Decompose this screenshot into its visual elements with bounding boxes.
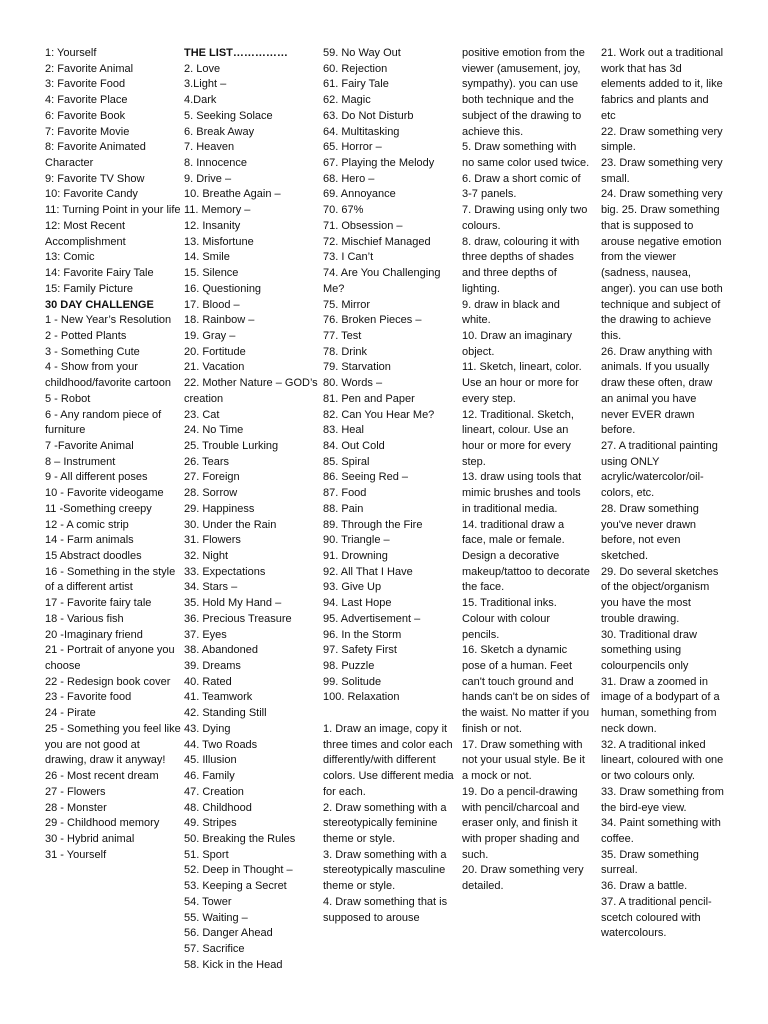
list-item: 29. Do several sketches of the object/organism you have the most trouble drawing.: [601, 565, 719, 625]
list-item: 95. Advertisement –: [323, 612, 421, 625]
list-item: 4: Favorite Place: [45, 94, 128, 107]
list-item: 80. Words –: [323, 377, 383, 390]
list-item: 16. Questioning: [184, 282, 262, 295]
column-1: [45, 46, 181, 863]
list-item: 53. Keeping a Secret: [184, 880, 287, 893]
list-item: 4. Draw something that is supposed to arouse: [323, 895, 448, 924]
list-item: 69. Annoyance: [323, 188, 396, 201]
list-item: 7. Heaven: [184, 141, 235, 154]
section-heading: 30 DAY CHALLENGE: [45, 298, 154, 311]
list-item: 64. Multitasking: [323, 125, 400, 138]
list-item: 2 - Potted Plants: [45, 329, 127, 342]
list-item: 9. Drive –: [184, 172, 232, 185]
list-item: 17. Draw something with not your usual style. Be it a mock or not.: [462, 738, 585, 783]
list-item: 27 - Flowers: [45, 785, 106, 798]
list-item: 31. Flowers: [184, 534, 241, 547]
list-item: 41. Teamwork: [184, 691, 253, 704]
list-item: 25 - Something you feel like you are not good at drawing, draw it anyway!: [45, 722, 181, 767]
blank-line: [323, 706, 455, 722]
list-item: 100. Relaxation: [323, 691, 400, 704]
list-item: 10. Draw an imaginary object.: [462, 329, 573, 358]
list-item: 97. Safety First: [323, 644, 397, 657]
list-item: 30. Under the Rain: [184, 518, 277, 531]
list-item: 10. Breathe Again –: [184, 188, 281, 201]
list-item: 3. Draw something with a stereotypically masculine theme or style.: [323, 848, 447, 893]
list-item: 96. In the Storm: [323, 628, 402, 641]
list-item: 22. Draw something very simple.: [601, 125, 723, 154]
list-item: 16 - Something in the style of a different artist: [45, 565, 176, 594]
list-item: 29 - Childhood memory: [45, 817, 160, 830]
list-item: 8. draw, colouring it with three depths of shades and three depths of lighting.: [462, 235, 580, 295]
list-item: 72. Mischief Managed: [323, 235, 431, 248]
list-item: 26 - Most recent dream: [45, 770, 159, 783]
list-item: 62. Magic: [323, 94, 371, 107]
list-item: 74. Are You Challenging Me?: [323, 267, 441, 295]
list-item: 88. Pain: [323, 502, 364, 515]
list-item: 65. Horror –: [323, 141, 382, 154]
list-item: 31. Draw a zoomed in image of a bodypart of a human, something from neck down.: [601, 675, 720, 735]
list-item: 34. Stars –: [184, 581, 238, 594]
list-item: 1. Draw an image, copy it three times and color each differently/with different colors. Use different media for each.: [323, 722, 454, 798]
list-item: 14. Smile: [184, 251, 230, 264]
list-item: 71. Obsession –: [323, 219, 403, 232]
list-item: 9. draw in black and white.: [462, 298, 560, 327]
list-item: 7: Favorite Movie: [45, 125, 130, 138]
list-item: 20. Draw something very detailed.: [462, 864, 584, 893]
list-item: positive emotion from the viewer (amusement, joy, sympathy). you can use both technique and the subject of the drawing to achieve this.: [462, 47, 585, 138]
list-item: 56. Danger Ahead: [184, 927, 273, 940]
list-item: 2. Draw something with a stereotypically feminine theme or style.: [323, 801, 447, 845]
list-item: 49. Stripes: [184, 817, 237, 830]
list-item: 44. Two Roads: [184, 738, 258, 751]
list-item: 36. Precious Treasure: [184, 612, 292, 625]
list-item: 5. Draw something with no same color used twice.: [462, 141, 590, 170]
list-item: 8: Favorite Animated Character: [45, 141, 146, 170]
list-item: 32. Night: [184, 550, 229, 562]
list-item: 4.Dark: [184, 94, 217, 107]
list-item: 15: Family Picture: [45, 282, 134, 295]
list-item: 11. Memory –: [184, 204, 251, 217]
list-item: 6. Draw a short comic of 3-7 panels.: [462, 172, 581, 201]
list-item: 10: Favorite Candy: [45, 188, 138, 201]
list-item: 6. Break Away: [184, 125, 255, 138]
list-item: 26. Draw anything with animals. If you usually draw these often, draw an animal you have never EVER drawn before.: [601, 345, 713, 437]
list-item: 30 - Hybrid animal: [45, 832, 135, 845]
list-item: 32. A traditional inked lineart, coloured with one or two colours only.: [601, 738, 724, 783]
list-item: 83. Heal: [323, 424, 364, 437]
list-item: 12 - A comic strip: [45, 518, 129, 531]
list-item: 38. Abandoned: [184, 644, 259, 657]
list-item: 10 - Favorite videogame: [45, 487, 164, 500]
list-item: 17 - Favorite fairy tale: [45, 597, 152, 610]
list-item: 13. draw using tools that mimic brushes and tools in traditional media.: [462, 471, 582, 515]
list-item: 37. A traditional pencil-scetch coloured with watercolours.: [601, 895, 712, 940]
list-item: 3.Light –: [184, 78, 227, 91]
list-item: 18. Rainbow –: [184, 314, 255, 327]
list-item: 15 Abstract doodles: [45, 550, 142, 562]
list-item: 23 - Favorite food: [45, 691, 132, 704]
list-item: 14. traditional draw a face, male or female. Design a decorative makeup/tattoo to decorate the face.: [462, 518, 590, 594]
list-item: 20 -Imaginary friend: [45, 628, 143, 641]
list-item: 48. Childhood: [184, 801, 252, 814]
list-item: 28 - Monster: [45, 801, 107, 814]
list-item: 17. Blood –: [184, 298, 240, 311]
list-item: 14 - Farm animals: [45, 534, 134, 547]
list-item: 67. Playing the Melody: [323, 157, 435, 170]
list-item: 11. Sketch, lineart, color. Use an hour or more for every step.: [462, 361, 582, 405]
list-item: 3: Favorite Food: [45, 78, 126, 91]
list-item: 91. Drowning: [323, 550, 388, 562]
list-item: 57. Sacrifice: [184, 942, 245, 955]
list-item: 84. Out Cold: [323, 439, 385, 452]
list-item: 55. Waiting –: [184, 911, 248, 924]
list-item: 43. Dying: [184, 722, 231, 735]
list-item: 2. Love: [184, 62, 221, 75]
list-item: 21. Vacation: [184, 361, 245, 374]
list-item: 39. Dreams: [184, 660, 241, 673]
list-item: 51. Sport: [184, 848, 229, 861]
list-item: 11: Turning Point in your life: [45, 204, 181, 217]
column-2: [184, 46, 320, 973]
list-item: 11 -Something creepy: [45, 502, 152, 515]
list-item: 94. Last Hope: [323, 597, 392, 610]
list-item: 13: Comic: [45, 251, 95, 264]
list-item: 87. Food: [323, 487, 367, 500]
list-item: 77. Test: [323, 329, 362, 342]
list-item: 89. Through the Fire: [323, 518, 423, 531]
list-item: 19. Gray –: [184, 329, 236, 342]
list-item: 33. Expectations: [184, 565, 266, 578]
list-item: 86. Seeing Red –: [323, 471, 409, 484]
list-item: 21 - Portrait of anyone you choose: [45, 644, 175, 673]
list-item: 24. Draw something very big. 25. Draw something that is supposed to arouse negative emotion from the viewer (sadness, nausea, anger). you can use both technique and subject of the drawing to achieve this.: [601, 188, 723, 342]
list-item: 85. Spiral: [323, 455, 370, 468]
list-item: 12. Insanity: [184, 219, 241, 232]
list-item: 93. Give Up: [323, 581, 382, 594]
list-item: 15. Traditional inks. Colour with colour pencils.: [462, 597, 557, 641]
list-item: 36. Draw a battle.: [601, 880, 688, 893]
list-item: 54. Tower: [184, 895, 232, 908]
list-item: 47. Creation: [184, 785, 244, 798]
list-item: 28. Draw something you've never drawn before, not even sketched.: [601, 502, 699, 562]
list-item: 23. Draw something very small.: [601, 157, 723, 185]
list-item: 59. No Way Out: [323, 47, 401, 59]
list-item: 37. Eyes: [184, 628, 227, 641]
list-item: 34. Paint something with coffee.: [601, 817, 721, 845]
list-item: 8 – Instrument: [45, 455, 116, 468]
list-item: 22 - Redesign book cover: [45, 675, 171, 688]
list-item: 20. Fortitude: [184, 345, 246, 358]
list-item: 24. No Time: [184, 424, 244, 437]
list-item: 78. Drink: [323, 345, 368, 358]
list-item: 45. Illusion: [184, 754, 237, 767]
list-item: 82. Can You Hear Me?: [323, 408, 435, 421]
list-item: 5. Seeking Solace: [184, 109, 273, 122]
list-item: 1: Yourself: [45, 47, 97, 59]
list-item: 15. Silence: [184, 267, 239, 280]
list-item: 46. Family: [184, 770, 235, 783]
list-item: 7 -Favorite Animal: [45, 439, 134, 452]
list-item: 18 - Various fish: [45, 612, 124, 625]
list-item: 3 - Something Cute: [45, 345, 140, 358]
list-item: 52. Deep in Thought –: [184, 864, 293, 877]
list-item: 42. Standing Still: [184, 707, 267, 720]
list-item: 13. Misfortune: [184, 235, 254, 248]
list-item: 60. Rejection: [323, 62, 388, 75]
list-item: 81. Pen and Paper: [323, 392, 415, 405]
list-item: 2: Favorite Animal: [45, 62, 134, 75]
list-item: 90. Triangle –: [323, 534, 390, 547]
list-item: 24 - Pirate: [45, 707, 96, 720]
list-item: 50. Breaking the Rules: [184, 832, 296, 845]
list-item: 33. Draw something from the bird-eye view.: [601, 785, 724, 814]
list-item: 4 - Show from your childhood/favorite cartoon: [45, 361, 171, 390]
list-item: 28. Sorrow: [184, 487, 238, 500]
list-item: 12. Traditional. Sketch, lineart, colour. Use an hour or more for every step.: [462, 408, 574, 468]
list-item: 25. Trouble Lurking: [184, 439, 279, 452]
list-item: 19. Do a pencil-drawing with pencil/charcoal and eraser only, and finish it with proper shading and such.: [462, 785, 580, 861]
list-item: 21. Work out a traditional work that has 3d elements added to it, like fabrics and plants and etc: [601, 47, 724, 122]
list-item: 73. I Can’t: [323, 251, 374, 264]
list-item: 5 - Robot: [45, 392, 91, 405]
list-item: 35. Draw something surreal.: [601, 848, 699, 877]
list-item: 6: Favorite Book: [45, 109, 126, 122]
list-item: 30. Traditional draw something using colourpencils only: [601, 628, 697, 673]
list-item: 31 - Yourself: [45, 848, 107, 861]
list-item: 1 - New Year’s Resolution: [45, 314, 172, 327]
list-item: 70. 67%: [323, 204, 364, 217]
column-4: [462, 46, 590, 895]
column-3: [323, 46, 455, 926]
list-item: 26. Tears: [184, 455, 230, 468]
list-item: 9 - All different poses: [45, 471, 148, 484]
list-item: 9: Favorite TV Show: [45, 172, 145, 185]
list-item: 27. A traditional painting using ONLY acrylic/watercolor/oil-colors, etc.: [601, 439, 718, 500]
list-item: 22. Mother Nature – GOD’s creation: [184, 377, 318, 405]
list-item: 14: Favorite Fairy Tale: [45, 267, 154, 280]
column-5: [601, 46, 725, 942]
list-item: 68. Hero –: [323, 172, 375, 185]
section-heading: THE LIST……………: [184, 47, 288, 59]
list-item: 7. Drawing using only two colours.: [462, 204, 588, 232]
list-item: 61. Fairy Tale: [323, 78, 389, 91]
list-item: 79. Starvation: [323, 361, 391, 374]
list-item: 75. Mirror: [323, 298, 371, 311]
list-item: 8. Innocence: [184, 157, 247, 170]
list-item: 23. Cat: [184, 408, 220, 421]
list-item: 35. Hold My Hand –: [184, 597, 282, 610]
list-item: 58. Kick in the Head: [184, 958, 283, 971]
list-item: 63. Do Not Disturb: [323, 109, 414, 122]
list-item: 27. Foreign: [184, 471, 240, 484]
list-item: 98. Puzzle: [323, 660, 375, 673]
list-item: 40. Rated: [184, 675, 232, 688]
list-item: 29. Happiness: [184, 502, 255, 515]
list-item: 6 - Any random piece of furniture: [45, 408, 162, 437]
list-item: 16. Sketch a dynamic pose of a human. Feet can't touch ground and hands can't be on sides of the waist. No matter if you finish or not.: [462, 644, 590, 735]
list-item: 92. All That I Have: [323, 565, 413, 578]
list-item: 12: Most Recent Accomplishment: [45, 219, 126, 248]
list-item: 76. Broken Pieces –: [323, 314, 422, 327]
list-item: 99. Solitude: [323, 675, 382, 688]
